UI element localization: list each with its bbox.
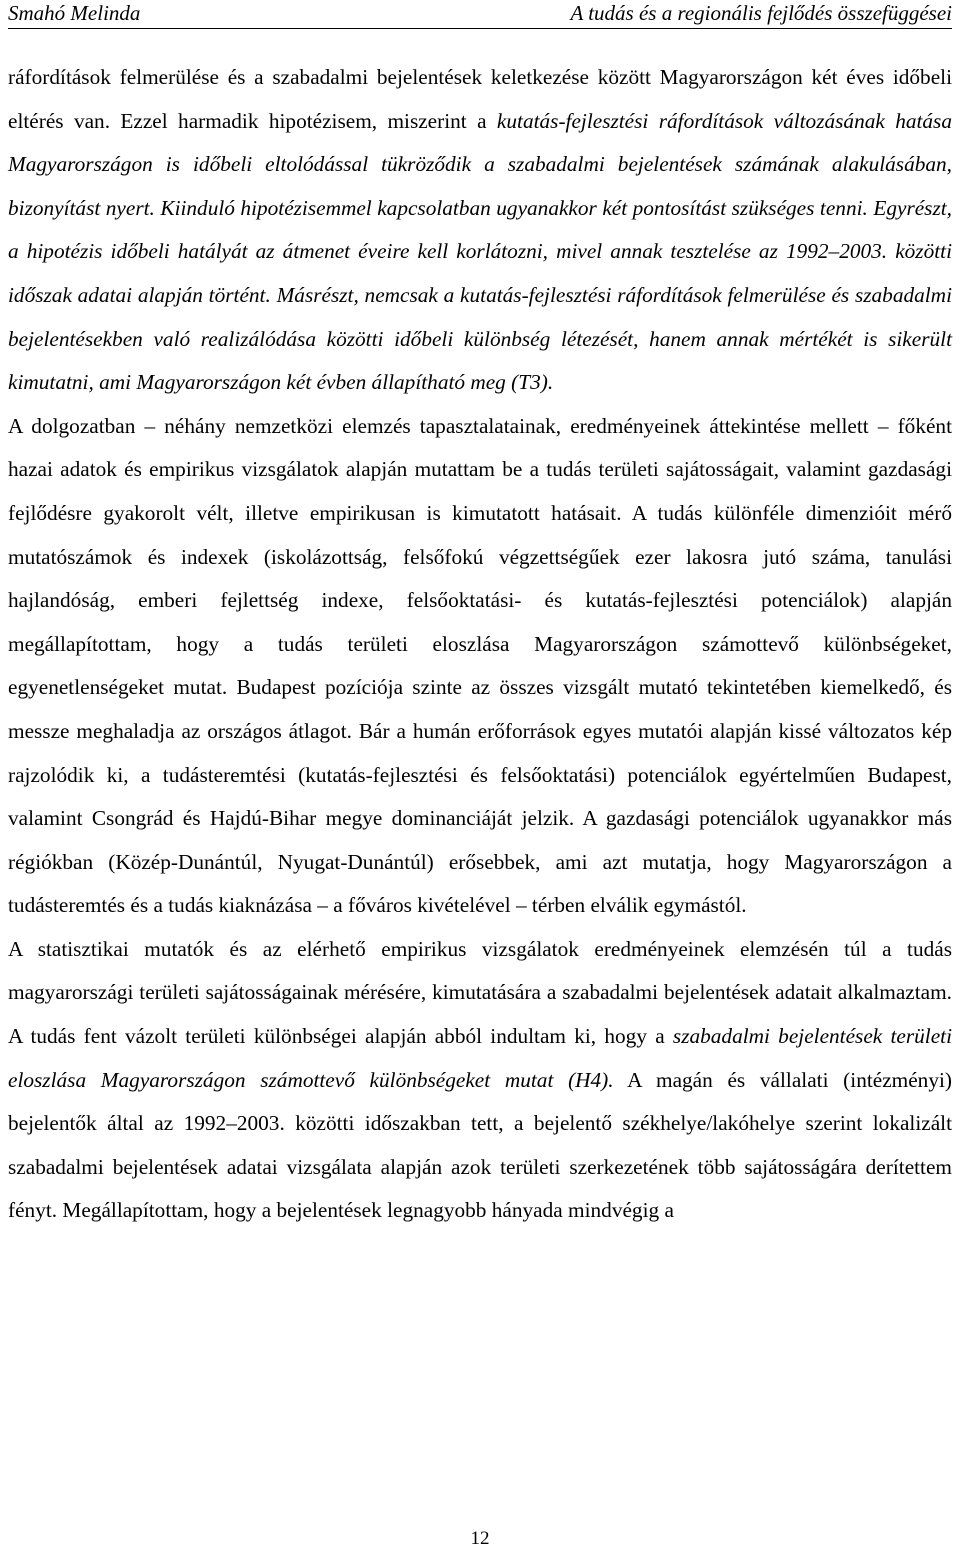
paragraph-2: A dolgozatban – néhány nemzetközi elemzés tapasztalatainak, eredményeinek áttekintése mellett – főként hazai adatok és empirikus vizsgálatok alapján mutattam be a tudás területi sajátosságait, valamint gazdasági fejlődésre gyakorolt vélt, illetve empirikusan is kimutatott hatásait. A tudás különféle dimenzióit mérő mutatószámok és indexek (iskolázottság, felsőfokú végzettségűek ezer lakosra jutó száma, tanulási hajlandóság, emberi fejlettség indexe, felsőoktatási- és kutatás-fejlesztési potenciálok) alapján megállapítottam, hogy a tudás területi eloszlása Magyarországon számottevő különbségeket, egyenetlenségeket mutat. Budapest pozíciója szinte az összes vizsgált mutató tekintetében kiemelkedő, és messze meghaladja az országos átlagot. Bár a humán erőforrások egyes mutatói alapján kissé változatos kép rajzolódik ki, a tudásteremtési (kutatás-fejlesztési és felsőoktatási) potenciálok egyértelműen Budapest, valamint Csongrád és Hajdú-Bihar megye dominanciáját jelzik. A gazdasági potenciálok ugyanakkor más régiókban (Közép-Dunántúl, Nyugat-Dunántúl) erősebbek, ami azt mutatja, hogy Magyarországon a tudásteremtés és a tudás kiaknázása – a főváros kivételével – térben elválik egymástól. xyxy=(8,413,952,918)
paragraph-1-text: ráfordítások felmerülése és a szabadalmi bejelentések keletkezése között Magyarországon két éves időbeli eltérés van. Ezzel harmadik hipotézisem, miszerint a xyxy=(8,65,952,133)
running-header xyxy=(8,0,952,29)
paragraph-1-emphasis: kutatás-fejlesztési ráfordítások változásának hatása Magyarországon is időbeli eltolódással tükröződik a szabadalmi bejelentések számának alakulásában, bizonyítást nyert. Kiinduló hipotézisemmel kapcsolatban ugyanakkor két pontosítást szükséges tenni. Egyrészt, a hipotézis időbeli hatályát az átmenet éveire kell korlátozni, mivel annak tesztelése az 1992–2003. közötti időszak adatai alapján történt. xyxy=(8,108,952,307)
header-author: Smahó Melinda xyxy=(8,1,141,25)
page-number: 12 xyxy=(470,1528,490,1549)
paragraph-3-text: A statisztikai mutatók és az elérhető empirikus vizsgálatok eredményeinek elemzésén túl a tudás magyarországi területi sajátosságainak mérésére, kimutatására a szabadalmi bejelentések adatait alkalmaztam. A tudás fent vázolt területi különbségei alapján abból indultam ki, hogy a xyxy=(8,936,952,1049)
hypothesis-h4: szabadalmi bejelentések területi eloszlása Magyarországon számottevő különbségeket mutat (H4). xyxy=(8,1024,952,1092)
paragraph-3-text-2: A magán és vállalati (intézményi) bejelentők által az 1992–2003. közötti időszakban tett, a bejelentő székhelye/lakóhelye szerint lokalizált szabadalmi bejelentések adatai vizsgálata alapján azok területi szerkezetének több sajátosságára derítettem fényt. Megállapítottam, hogy a bejelentések legnagyobb hányada mindvégig a xyxy=(8,1067,952,1223)
header-title: A tudás és a regionális fejlődés összefüggései xyxy=(570,1,952,25)
paragraph-1 xyxy=(8,56,952,405)
paragraph-3 xyxy=(8,928,952,1233)
paragraph-1-emphasis-2: Másrészt, nemcsak a kutatás-fejlesztési ráfordítások felmerülése és szabadalmi bejelentésekben való realizálódása közötti időbeli különbség létezését, hanem annak mértékét is sikerült kimutatni, ami Magyarországon két évben állapítható meg (T3). xyxy=(8,282,952,395)
page-body xyxy=(8,56,952,1233)
